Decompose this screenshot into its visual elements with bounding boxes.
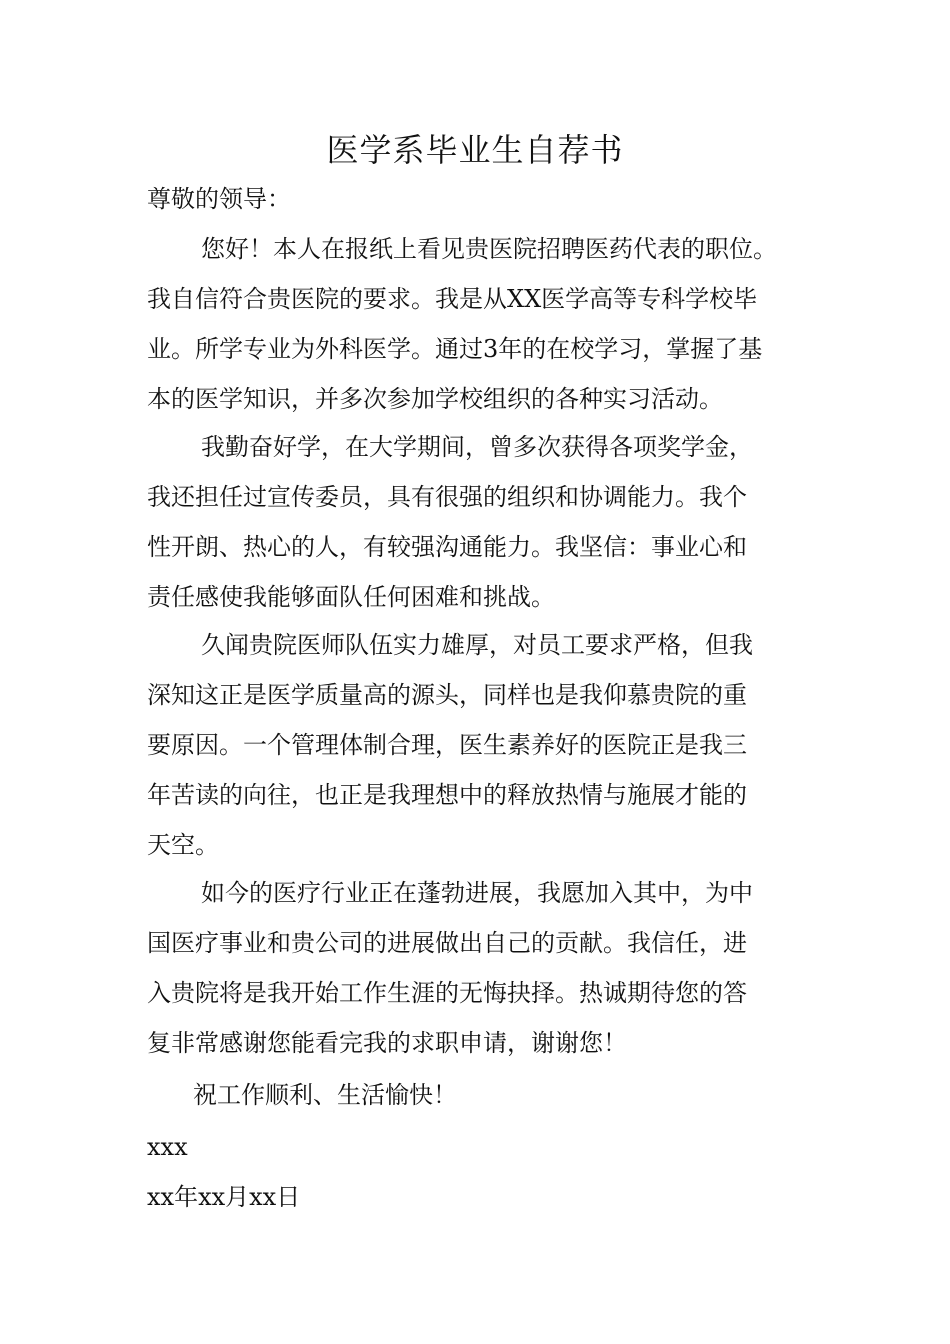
paragraph-line: 性开朗、热心的人，有较强沟通能力。我坚信：事业心和 [147,533,747,561]
paragraph-line: 我还担任过宣传委员，具有很强的组织和协调能力。我个 [147,483,747,511]
paragraph-1 [147,224,817,424]
paragraph-line: 要原因。一个管理体制合理，医生素养好的医院正是我三 [147,731,747,759]
salutation: 尊敬的领导： [147,185,291,213]
document-title: 医学系毕业生自荐书 [326,131,624,169]
paragraph-line: 我自信符合贵医院的要求。我是从XX医学高等专科学校毕 [147,285,758,313]
paragraph-line: 年苦读的向往，也正是我理想中的释放热情与施展才能的 [147,781,747,809]
signature: xxx [147,1133,188,1161]
paragraph-line: 您好！本人在报纸上看见贵医院招聘医药代表的职位。 [201,235,777,263]
paragraph-line: 本的医学知识，并多次参加学校组织的各种实习活动。 [147,385,723,413]
paragraph-4 [147,868,817,1068]
paragraph-line: 业。所学专业为外科医学。通过3年的在校学习，掌握了基 [147,335,763,363]
paragraph-3 [147,620,817,870]
paragraph-line: 国医疗事业和贵公司的进展做出自己的贡献。我信任，进 [147,929,747,957]
paragraph-line: 责任感使我能够面队任何困难和挑战。 [147,583,555,611]
paragraph-line: 我勤奋好学，在大学期间，曾多次获得各项奖学金， [201,433,753,461]
paragraph-line: 天空。 [147,831,219,859]
paragraph-line: 如今的医疗行业正在蓬勃进展，我愿加入其中，为中 [201,879,753,907]
paragraph-line: 深知这正是医学质量高的源头，同样也是我仰慕贵院的重 [147,681,747,709]
date-line: xx年xx月xx日 [147,1183,301,1211]
closing-wishes: 祝工作顺利、生活愉快！ [193,1081,457,1109]
paragraph-line: 入贵院将是我开始工作生涯的无悔抉择。热诚期待您的答 [147,979,747,1007]
paragraph-line: 久闻贵院医师队伍实力雄厚，对员工要求严格，但我 [201,631,753,659]
paragraph-2 [147,422,817,622]
paragraph-line: 复非常感谢您能看完我的求职申请，谢谢您！ [147,1029,627,1057]
